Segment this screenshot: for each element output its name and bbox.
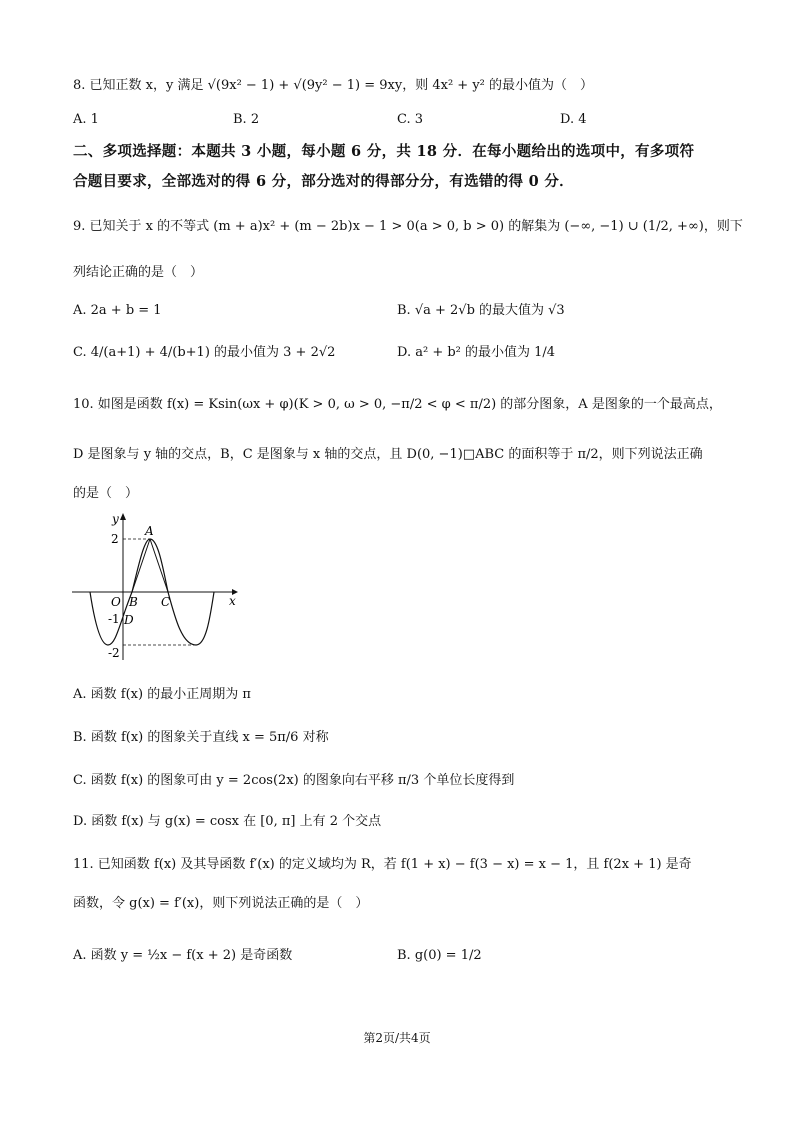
q9-stem-line1: 9. 已知关于 x 的不等式 (m + a)x² + (m − 2b)x − 1 > 0(a > 0, b > 0) 的解集为 (−∞, −1) ∪ (1/2, +∞)，则下 [73,219,743,234]
segment-ac [150,539,168,592]
q8-option-b: B. 2 [233,112,260,127]
q11-stem-line2: 函数，令 g(x) = f′(x)，则下列说法正确的是（ ） [73,896,369,911]
q9-option-c: C. 4/(a+1) + 4/(b+1) 的最小值为 3 + 2√2 [73,345,336,360]
q10-stem-line2: D 是图象与 y 轴的交点，B，C 是图象与 x 轴的交点，且 D(0, −1)□ABC 的面积等于 π/2，则下列说法正确 [73,447,703,462]
q10-option-d: D. 函数 f(x) 与 g(x) = cosx 在 [0, π] 上有 2 个交点 [73,814,382,829]
q8-option-d: D. 4 [560,112,587,127]
q11-option-a: A. 函数 y = ½x − f(x + 2) 是奇函数 [73,948,293,963]
label-d: D [124,613,134,627]
label-y: y [112,512,119,526]
label-a: A [145,524,154,538]
sine-graph-figure [66,508,246,668]
q9-option-a: A. 2a + b = 1 [73,303,162,318]
q9-option-b: B. √a + 2√b 的最大值为 √3 [397,303,565,318]
label-c: C [161,595,171,609]
label-neg1: -1 [108,612,120,626]
section2-heading-line1: 二、多项选择题：本题共 3 小题，每小题 6 分，共 18 分．在每小题给出的选项中，有多项符 [73,143,695,160]
section2-heading-line2: 合题目要求，全部选对的得 6 分，部分选对的得部分分，有选错的得 0 分． [73,173,574,190]
q10-stem-line3: 的是（ ） [73,486,139,501]
label-x: x [229,594,236,608]
q10-option-b: B. 函数 f(x) 的图象关于直线 x = 5π/6 对称 [73,730,329,745]
segment-ab [132,539,150,592]
q9-stem-line2: 列结论正确的是（ ） [73,265,204,280]
q8-stem: 8. 已知正数 x，y 满足 √(9x² − 1) + √(9y² − 1) = 9xy，则 4x² + y² 的最小值为（ ） [73,78,594,93]
q8-option-c: C. 3 [397,112,424,127]
y-axis-arrow [120,513,126,520]
q8-option-a: A. 1 [73,112,99,127]
q10-option-a: A. 函数 f(x) 的最小正周期为 π [73,687,251,702]
q9-option-d: D. a² + b² 的最小值为 1/4 [397,345,556,360]
q10-stem-line1: 10. 如图是函数 f(x) = Ksin(ωx + φ)(K > 0, ω > 0, −π/2 < φ < π/2) 的部分图象，A 是图象的一个最高点， [73,397,722,412]
page-number-footer: 第2页/共4页 [363,1031,431,1045]
label-b: B [129,595,138,609]
label-o: O [111,595,121,609]
label-neg2: -2 [108,646,120,660]
label-two: 2 [111,532,119,546]
q10-option-c: C. 函数 f(x) 的图象可由 y = 2cos(2x) 的图象向右平移 π/3 个单位长度得到 [73,773,515,788]
q11-stem-line1: 11. 已知函数 f(x) 及其导函数 f′(x) 的定义域均为 R，若 f(1 + x) − f(3 − x) = x − 1，且 f(2x + 1) 是奇 [73,857,692,872]
q11-option-b: B. g(0) = 1/2 [397,948,482,963]
